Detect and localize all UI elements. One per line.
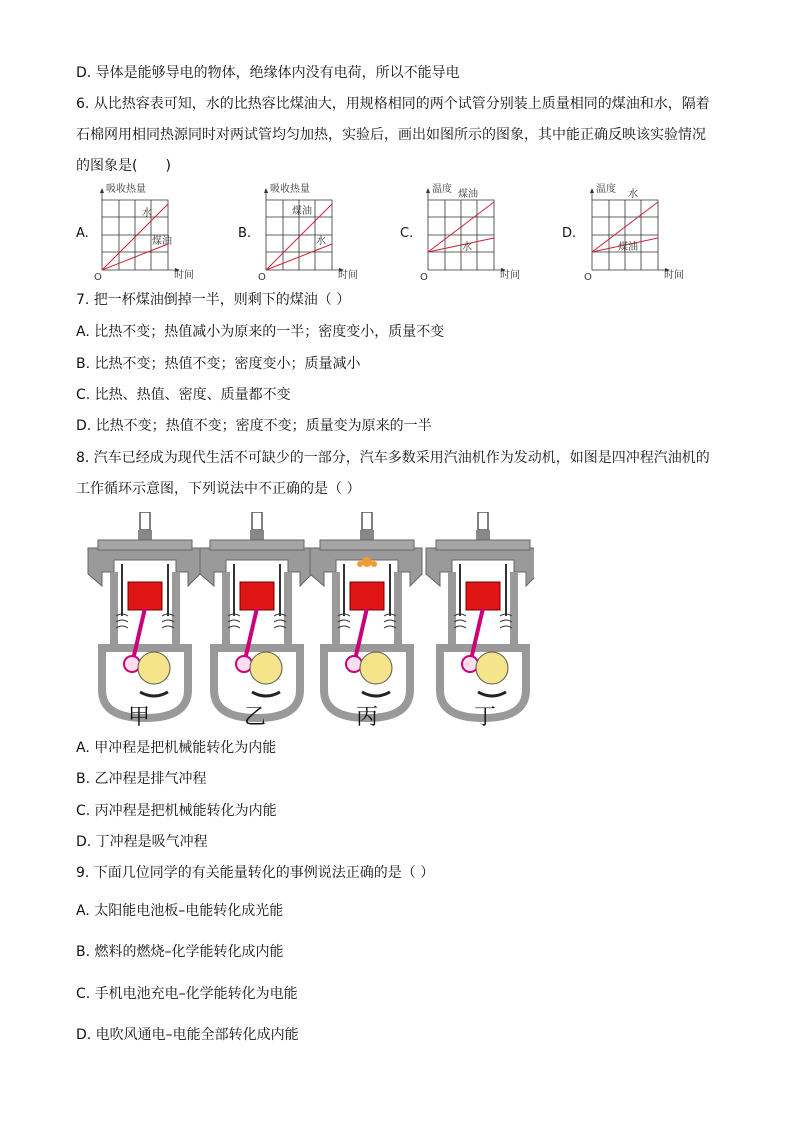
graph-c-lower-label: 水 [462,242,472,253]
graph-b-upper-label: 煤油 [292,206,312,217]
engine-label-ding: 丁 [474,705,497,730]
q8-stem-line2: 工作循环示意图，下列说法中不正确的是（ ） [76,481,361,497]
q7-option-b: B. 比热不变；热值不变；密度变小；质量减小 [76,356,361,372]
engine-label-bing: 丙 [356,705,379,730]
q7-option-d: D. 比热不变；热值不变；密度不变；质量变为原来的一半 [76,418,432,434]
q9-option-b: B. 燃料的燃烧–化学能转化成内能 [76,944,284,960]
engine-label-yi: 乙 [244,705,267,730]
q8-option-d: D. 丁冲程是吸气冲程 [76,834,208,850]
graph-d [582,182,692,282]
q7-option-c: C. 比热、热值、密度、质量都不变 [76,387,291,403]
graph-a-xlabel: 时间 [174,270,194,281]
q8-option-a: A. 甲冲程是把机械能转化为内能 [76,740,277,756]
graph-b [256,182,366,282]
graph-a-ylabel: 吸收热量 [106,184,146,195]
graph-b-ylabel: 吸收热量 [270,184,310,195]
graph-d-xlabel: 时间 [664,270,684,281]
q8-option-c: C. 丙冲程是把机械能转化为内能 [76,803,277,819]
graph-b-xlabel: 时间 [338,270,358,281]
graph-a-origin: O [94,272,102,282]
q9-stem: 9. 下面几位同学的有关能量转化的事例说法正确的是（ ） [76,865,435,881]
q6-stem-line2: 石棉网用相同热源同时对两试管均匀加热，实验后，画出如图所示的图象，其中能正确反映该实验情况 [76,127,706,143]
q9-option-d: D. 电吹风通电–电能全部转化成内能 [76,1027,299,1043]
q9-option-a: A. 太阳能电池板–电能转化成光能 [76,903,284,919]
graph-c-ylabel: 温度 [432,184,452,195]
graph-c [418,182,528,282]
graph-d-ylabel: 温度 [596,184,616,195]
graph-b-letter: B. [238,226,252,241]
graph-c-xlabel: 时间 [500,270,520,281]
q9-option-c: C. 手机电池充电–化学能转化为电能 [76,986,298,1002]
q8-stem-line1: 8. 汽车已经成为现代生活不可缺少的一部分，汽车多数采用汽油机作为发动机，如图是四冲程汽油机的 [76,450,710,466]
graph-a-upper-label: 水 [142,208,152,219]
graph-b-lower-label: 水 [316,236,326,247]
graph-c-upper-label: 煤油 [458,189,478,200]
q6-stem-line1: 6. 从比热容表可知，水的比热容比煤油大，用规格相同的两个试管分别装上质量相同的煤油和水，隔着 [76,96,710,112]
q7-stem: 7. 把一杯煤油倒掉一半，则剩下的煤油（ ） [76,292,351,308]
graph-a-letter: A. [76,226,89,241]
graph-d-origin: O [584,272,592,282]
graph-d-letter: D. [562,226,577,241]
graph-d-lower-label: 煤油 [618,242,638,253]
graph-c-origin: O [420,272,428,282]
graph-c-letter: C. [400,226,414,241]
q6-stem-line3: 的图象是( ) [76,158,171,174]
graph-a-lower-label: 煤油 [152,236,172,247]
q8-option-b: B. 乙冲程是排气冲程 [76,771,207,787]
four-stroke-engine-diagram [84,512,534,732]
graph-b-origin: O [258,272,266,282]
q7-option-a: A. 比热不变；热值减小为原来的一半；密度变小，质量不变 [76,324,445,340]
engine-label-jia: 甲 [128,705,151,730]
graph-d-upper-label: 水 [628,189,638,200]
graph-a [92,182,202,282]
q5-option-d: D. 导体是能够导电的物体，绝缘体内没有电荷，所以不能导电 [76,65,460,81]
